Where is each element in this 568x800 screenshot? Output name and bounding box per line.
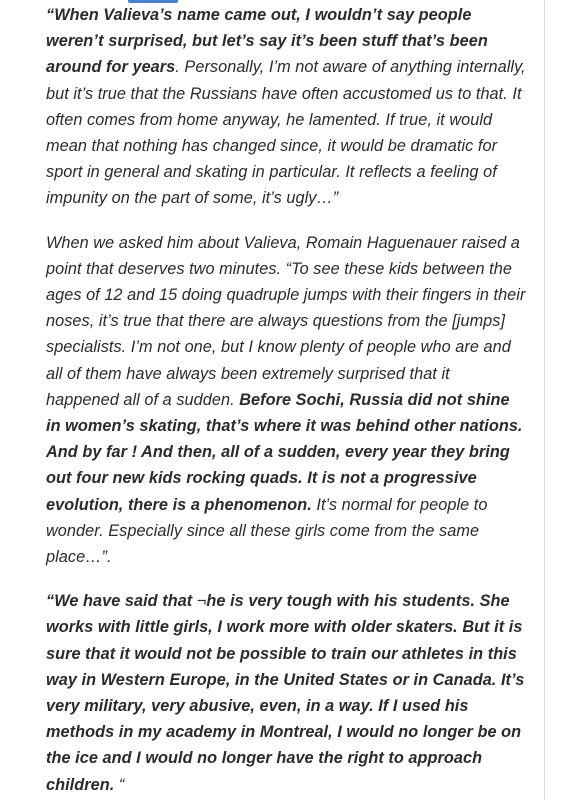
- quote-emphasis: “When Valieva’s name came out, I wouldn’t say people weren’t surprised, but let’s say it’s been stuff that’s been around for years: [46, 6, 488, 77]
- body-text: When we asked him about Valieva, Romain Haguenauer raised a point that deserves two minutes. “To see these kids between the ages of 12 and 15 doing quadruple jumps with their fingers in their noses, it’s true that there are always questions from the [jumps] specialists. I’m not one, but I know plenty of people who are and all of them have always been extremely surprised that it happened all of a sudden.: [46, 233, 526, 409]
- quote-text: “: [114, 775, 125, 794]
- column-divider: [544, 0, 545, 800]
- quote-emphasis: Before Sochi, Russia did not shine in women’s skating, that’s where it was behind other nations. And by far ! And then, all of a sudden, every year they bring out four new kids rocking quads. It is not a progressive evolution, there is a phenomenon.: [46, 390, 523, 514]
- body-paragraph-2: [46, 230, 526, 571]
- stray-glyph: ¬: [196, 592, 207, 611]
- quote-paragraph-3: [46, 588, 526, 798]
- quote-emphasis: “We have said that: [46, 592, 197, 611]
- quote-emphasis: he is very tough with his students. She works with little girls, I work more with older skaters. But it is sure that it would not be possible to train our athletes in this way in Western Europe, in the United States or in Canada. It’s very military, very abusive, even, in a way. If I used his methods in my academy in Montreal, I would no longer be on the ice and I would no longer have the right to approach children.: [46, 592, 525, 794]
- quote-paragraph-1: [46, 2, 526, 212]
- article-body: [46, 2, 526, 800]
- quote-text: . Personally, I’m not aware of anything internally, but it’s true that the Russians have often accustomed us to that. It often comes from home anyway, he lamented. If true, it would mean that nothing has changed since, it would be dramatic for sport in general and skating in particular. It reflects a feeling of impunity on the part of some, it’s ugly…”: [46, 58, 526, 208]
- body-text: It’s normal for people to wonder. Especially since all these girls come from the same place…”.: [46, 495, 488, 567]
